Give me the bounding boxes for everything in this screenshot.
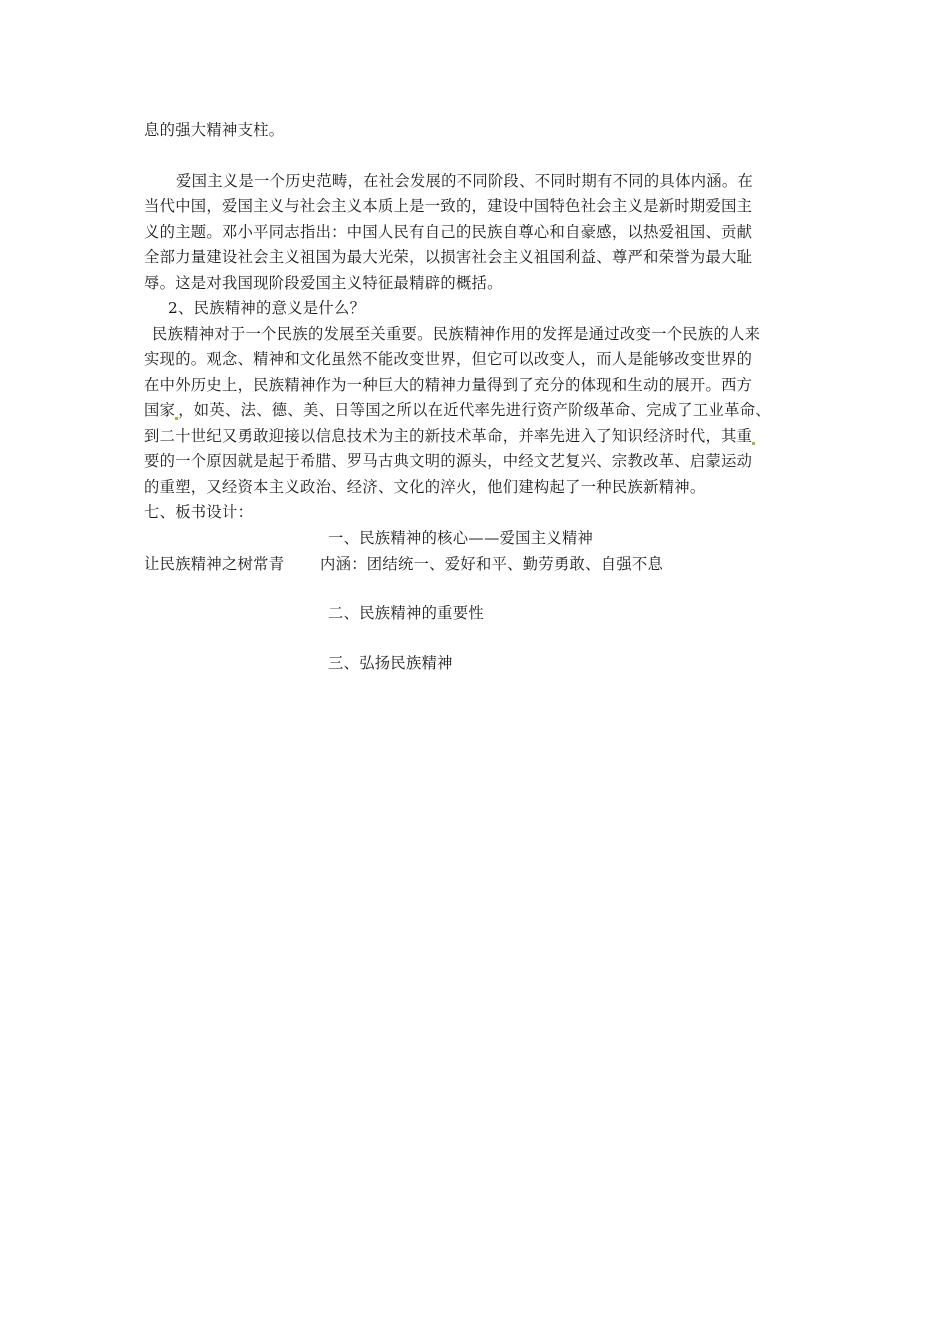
paragraph-line: 当代中国，爱国主义与社会主义本质上是一致的，建设中国特色社会主义是新时期爱国主	[144, 197, 753, 215]
paragraph-line: 民族精神对于一个民族的发展至关重要。民族精神作用的发挥是通过改变一个民族的人来	[152, 324, 761, 343]
board-design	[144, 526, 824, 686]
paragraph-line: 国家 ，如英、法、德、美、日等国之所以在近代率先进行资产阶级革命、完成了工业革命、	[144, 401, 771, 419]
paragraph-line: 要的一个原因就是起于希腊、罗马古典文明的源头，中经文艺复兴、宗教改革、启蒙运动	[144, 452, 753, 470]
board-heading-core: 一、民族精神的核心——爱国主义精神	[328, 528, 594, 547]
highlight-mark	[752, 442, 755, 445]
continuation-line: 息的强大精神支柱。	[144, 121, 285, 139]
board-meaning: 内涵：团结统一、爱好和平、勤劳勇敢、自强不息	[320, 554, 664, 573]
paragraph-line: 辱。这是对我国现阶段爱国主义特征最精辟的概括。	[144, 273, 503, 292]
paragraph-line: 在中外历史上，民族精神作为一种巨大的精神力量得到了充分的体现和生动的展开。西方	[144, 375, 753, 394]
document-body	[144, 118, 824, 686]
question-heading: 2、民族精神的意义是什么？	[168, 299, 366, 317]
board-main-title: 让民族精神之树常青	[144, 554, 285, 573]
paragraph-line: 实现的。观念、精神和文化虽然不能改变世界，但它可以改变人，而人是能够改变世界的	[144, 350, 753, 368]
paragraph-line: 的重塑，又经资本主义政治、经济、文化的淬火，他们建构起了一种民族新精神。	[144, 477, 706, 496]
patriotism-paragraph	[144, 169, 824, 297]
paragraph-line: 义的主题。邓小平同志指出：中国人民有自己的民族自尊心和自豪感，以热爱祖国、贡献	[144, 222, 753, 241]
paragraph-line: 全部力量建设社会主义祖国为最大光荣，以损害社会主义祖国利益、尊严和荣誉为最大耻	[144, 248, 753, 266]
section-title: 七、板书设计：	[144, 503, 254, 521]
paragraph-line: 到二十世纪又勇敢迎接以信息技术为主的新技术革命，并率先进入了知识经济时代，其重	[144, 424, 824, 450]
national-spirit-paragraph	[144, 322, 824, 501]
board-heading-importance: 二、民族精神的重要性	[328, 603, 484, 622]
board-heading-promote: 三、弘扬民族精神	[328, 653, 453, 672]
paragraph-gap	[144, 144, 824, 169]
paragraph-line: 爱国主义是一个历史范畴，在社会发展的不同阶段、不同时期有不同的具体内涵。在	[176, 171, 754, 190]
